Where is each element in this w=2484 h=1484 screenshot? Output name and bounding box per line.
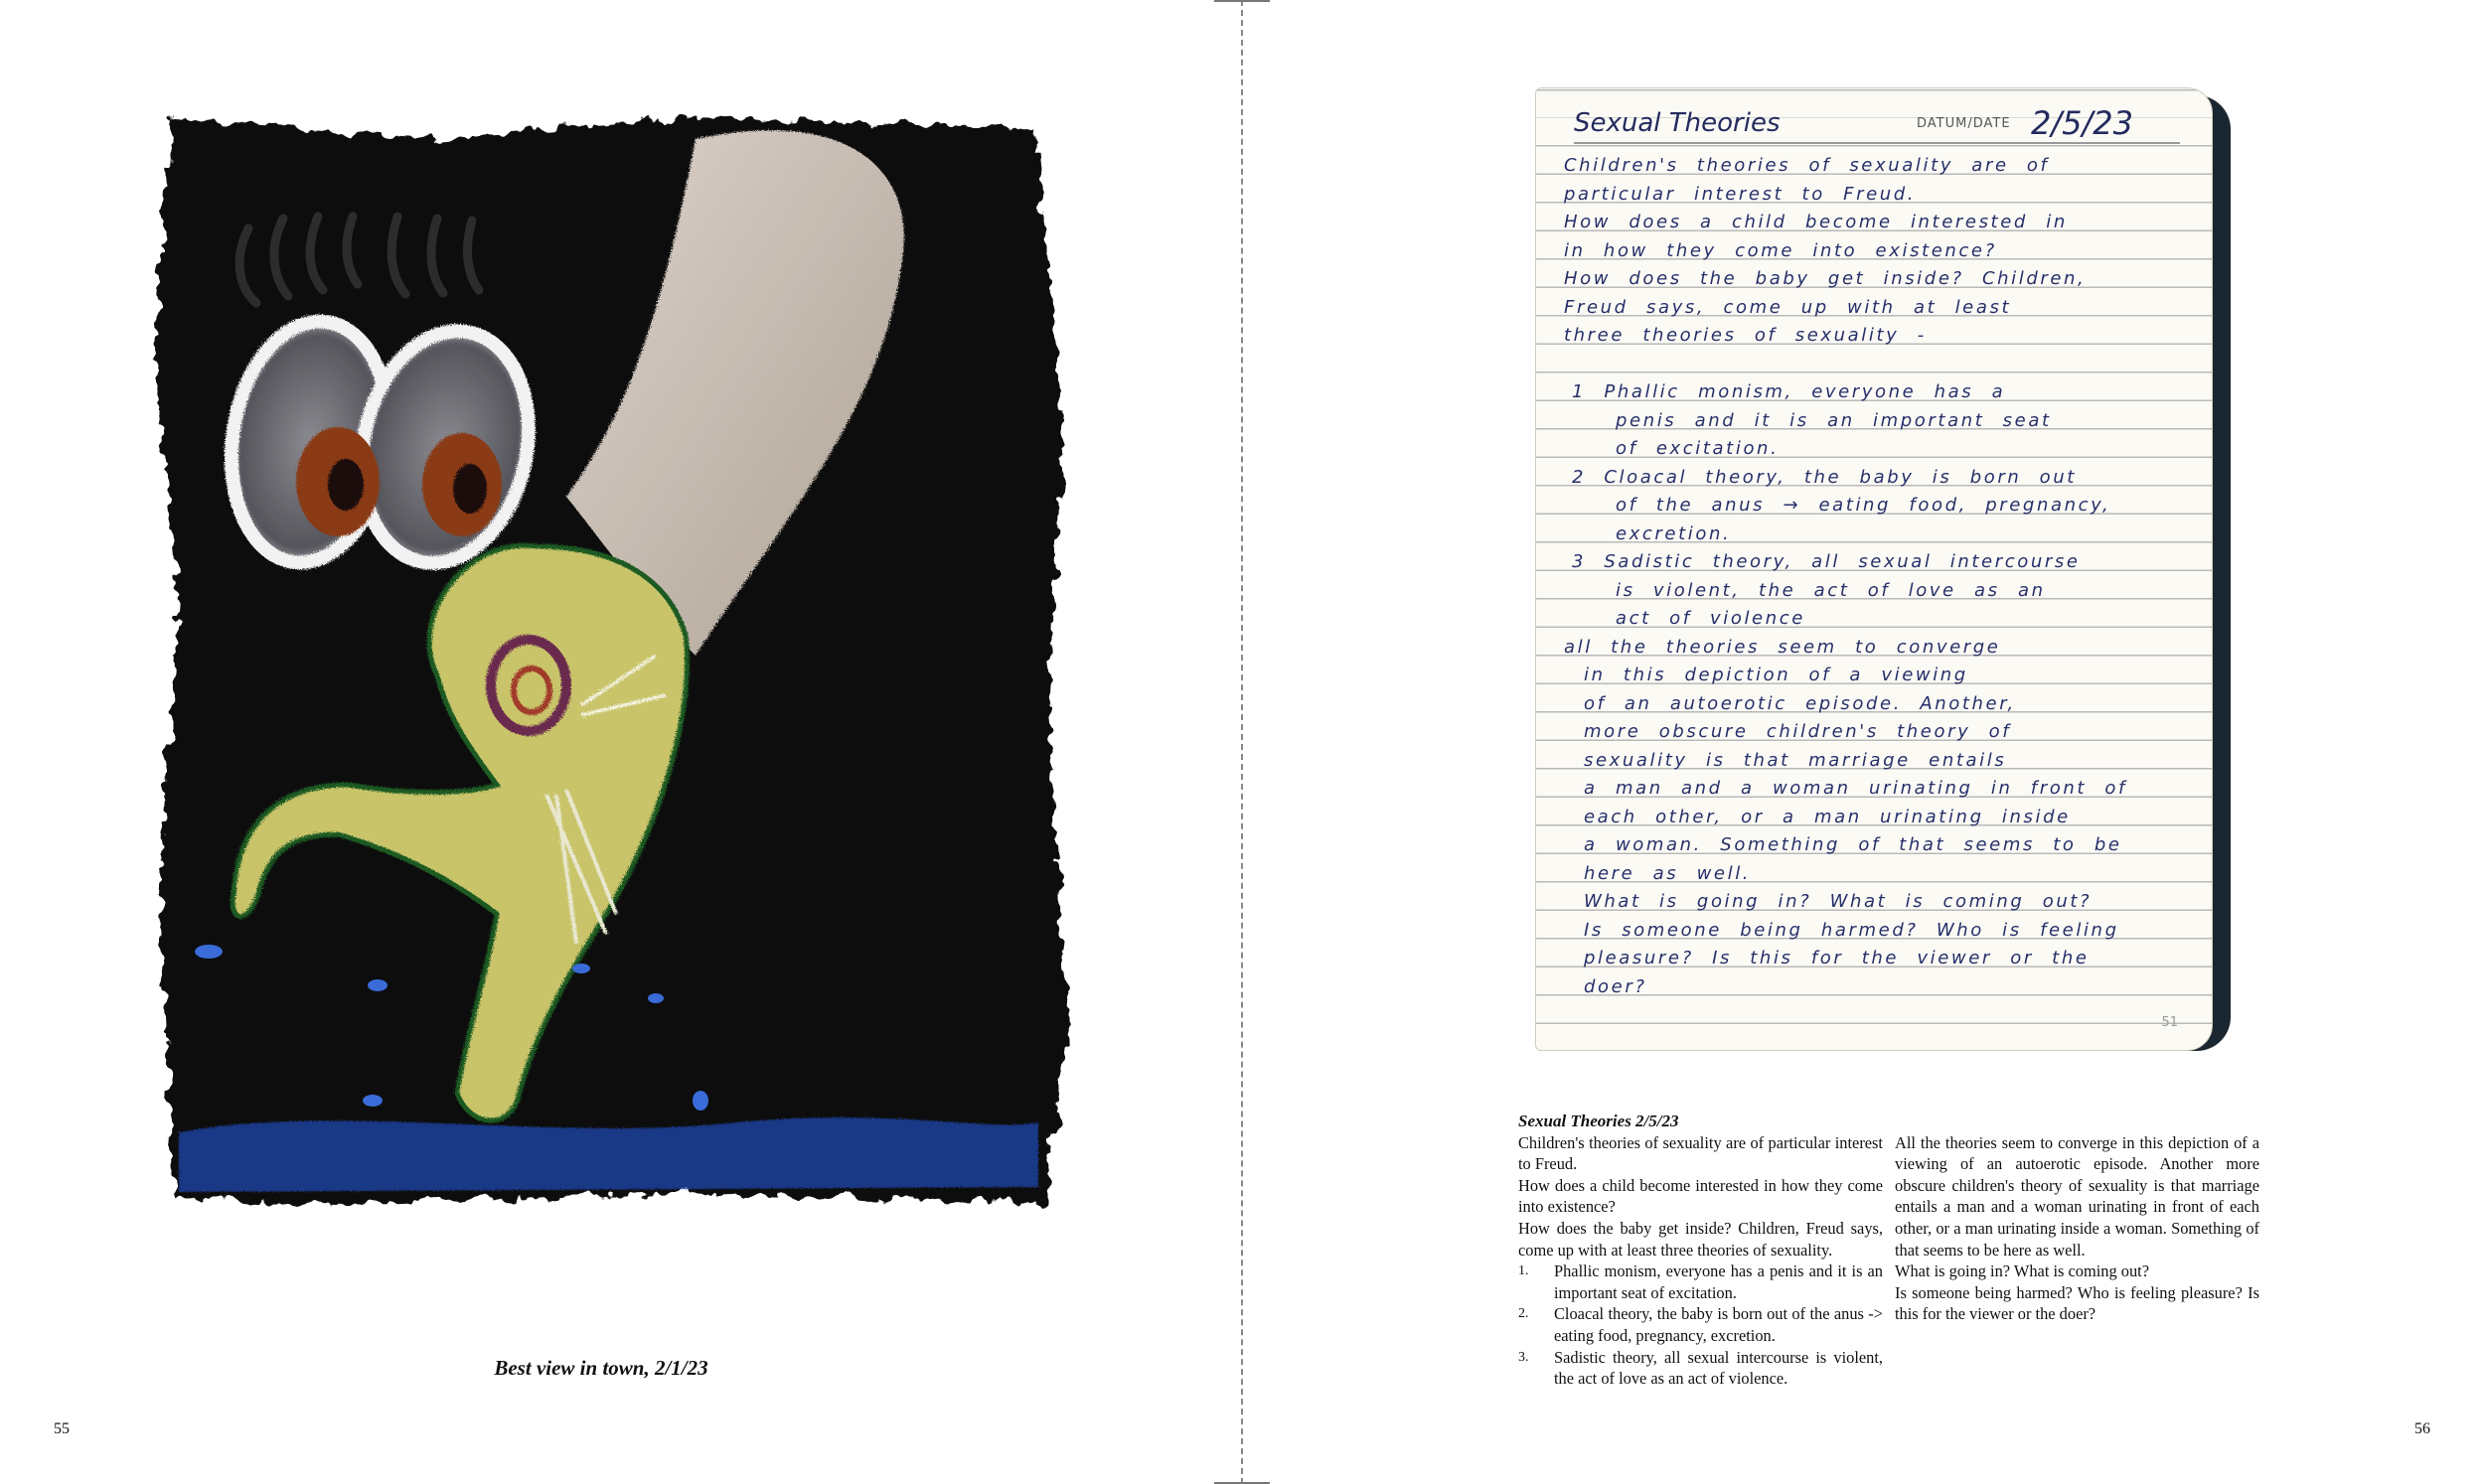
handwritten-line: doer? <box>1584 975 1647 997</box>
notebook-page-number: 51 <box>2161 1015 2178 1030</box>
handwritten-line: Children's theories of sexuality are of <box>1564 155 2050 176</box>
handwritten-line: of excitation. <box>1616 438 1780 459</box>
page-gutter <box>1241 0 1243 1484</box>
handwritten-line: How does a child become interested in <box>1564 212 2068 232</box>
handwritten-line: more obscure children's theory of <box>1584 721 2012 742</box>
list-text: Sadistic theory, all sexual intercourse is violent, the act of love as an act of violence. <box>1554 1347 1883 1389</box>
list-text: Phallic monism, everyone has a penis and it is an important seat of excitation. <box>1554 1261 1883 1302</box>
transcription-column-2 <box>1895 1132 2259 1390</box>
page-number-right: 56 <box>2414 1420 2430 1437</box>
handwritten-line: of an autoerotic episode. Another, <box>1584 692 2016 714</box>
handwritten-line: 2 Cloacal theory, the baby is born out <box>1572 466 2077 488</box>
handwritten-line: pleasure? Is this for the viewer or the <box>1584 948 2090 968</box>
handwritten-line: Freud says, come up with at least <box>1564 296 2012 318</box>
gutter-cap-top <box>1214 0 1270 2</box>
list-number: 2. <box>1518 1306 1529 1322</box>
transcription-column-1 <box>1518 1132 1883 1390</box>
handwritten-line: each other, or a man urinating inside <box>1584 806 2071 827</box>
handwritten-line: sexuality is that marriage entails <box>1584 749 2007 771</box>
handwritten-line: 1 Phallic monism, everyone has a <box>1572 381 2006 402</box>
list-number: 1. <box>1518 1263 1529 1279</box>
handwritten-line: here as well. <box>1584 862 1752 884</box>
notebook-handwriting <box>1564 152 2180 1001</box>
artwork-best-view-in-town <box>139 99 1083 1222</box>
list-item <box>1518 1347 1883 1390</box>
transcription-paragraph: Children's theories of sexuality are of particular interest to Freud. <box>1518 1132 1883 1174</box>
handwritten-line: all the theories seem to converge <box>1564 636 2001 658</box>
handwritten-line: Is someone being harmed? Who is feeling <box>1584 919 2119 941</box>
handwritten-line: excretion. <box>1616 522 1732 544</box>
handwritten-line: What is going in? What is coming out? <box>1584 891 2093 912</box>
handwritten-line <box>1564 351 2180 379</box>
transcription-paragraph: How does the baby get inside? Children, Freud says, come up with at least three theories of sexuality. <box>1518 1218 1883 1260</box>
list-item <box>1518 1261 1883 1303</box>
transcription-paragraph: All the theories seem to converge in this depiction of a viewing of an autoerotic episode. Another more obscure children's theory of sexuality is that marriage entails a man and a woman urinating in front of each other, or a man urinating inside a woman. Something of that seems to be here as well. <box>1895 1132 2259 1260</box>
handwritten-line: 3 Sadistic theory, all sexual intercourse <box>1572 551 2081 572</box>
transcription-columns <box>1518 1132 2259 1390</box>
artwork-caption: Best view in town, 2/1/23 <box>494 1356 708 1380</box>
list-text: Cloacal theory, the baby is born out of the anus -> eating food, pregnancy, excretion. <box>1554 1304 1883 1345</box>
handwritten-line: is violent, the act of love as an <box>1616 579 2046 601</box>
handwritten-line: How does the baby get inside? Children, <box>1564 268 2087 289</box>
handwritten-line: a man and a woman urinating in front of <box>1584 778 2127 799</box>
notebook-header <box>1574 102 2180 144</box>
notebook-date: 2/5/23 <box>2031 104 2133 142</box>
page-number-left: 55 <box>54 1420 70 1437</box>
handwritten-line: a woman. Something of that seems to be <box>1584 834 2122 855</box>
transcription-paragraph: Is someone being harmed? Who is feeling pleasure? Is this for the viewer or the doer? <box>1895 1282 2259 1324</box>
list-number: 3. <box>1518 1349 1529 1365</box>
transcription-paragraph: How does a child become interested in how they come into existence? <box>1518 1175 1883 1217</box>
handwritten-line: penis and it is an important seat <box>1616 409 2052 431</box>
transcription <box>1518 1111 2259 1390</box>
handwritten-line: particular interest to Freud. <box>1564 183 1917 205</box>
notebook-photo <box>1535 87 2231 1051</box>
notebook-title: Sexual Theories <box>1574 108 1781 138</box>
transcription-paragraph: What is going in? What is coming out? <box>1895 1261 2149 1281</box>
handwritten-line: of the anus → eating food, pregnancy, <box>1616 495 2111 516</box>
handwritten-line: in how they come into existence? <box>1564 239 1997 261</box>
notebook-date-label: DATUM/DATE <box>1917 116 2011 131</box>
handwritten-line: act of violence <box>1616 608 1805 629</box>
transcription-title: Sexual Theories 2/5/23 <box>1518 1112 1679 1130</box>
notebook-page <box>1535 87 2213 1051</box>
handwritten-line: three theories of sexuality - <box>1564 325 1927 346</box>
theories-list <box>1518 1261 1883 1390</box>
list-item <box>1518 1303 1883 1346</box>
handwritten-line: in this depiction of a viewing <box>1584 665 1968 685</box>
